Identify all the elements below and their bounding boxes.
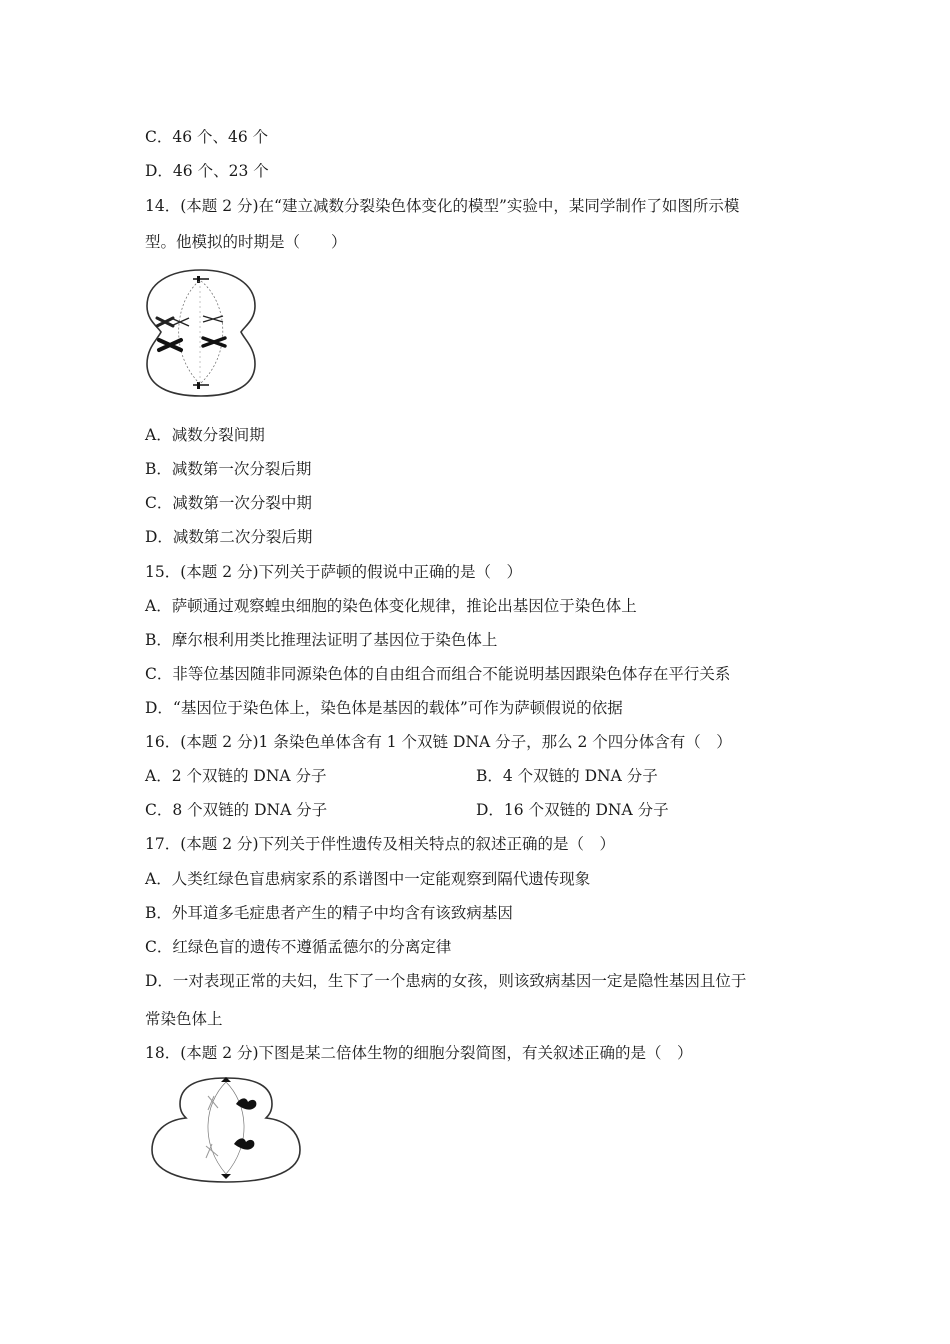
q16-option-c[interactable]: C．8 个双链的 DNA 分子	[145, 801, 328, 819]
q18-stem: 18．(本题 2 分)下图是某二倍体生物的细胞分裂简图，有关叙述正确的是（ ）	[145, 1044, 693, 1062]
q14-option-a[interactable]: A．减数分裂间期	[145, 426, 265, 444]
q15-option-b[interactable]: B．摩尔根利用类比推理法证明了基因位于染色体上	[145, 631, 498, 649]
q16-option-d[interactable]: D．16 个双链的 DNA 分子	[476, 801, 669, 819]
q18-cell-division-figure	[148, 1074, 304, 1186]
q17-option-c[interactable]: C．红绿色盲的遗传不遵循孟德尔的分离定律	[145, 938, 452, 956]
q14-cell-division-figure	[141, 262, 261, 402]
q13-option-d[interactable]: D．46 个、23 个	[145, 162, 269, 180]
q17-option-d-line1[interactable]: D．一对表现正常的夫妇，生下了一个患病的女孩，则该致病基因一定是隐性基因且位于	[145, 972, 747, 990]
q13-option-c[interactable]: C．46 个、46 个	[145, 128, 269, 146]
q17-option-b[interactable]: B．外耳道多毛症患者产生的精子中均含有该致病基因	[145, 904, 513, 922]
q14-option-d[interactable]: D．减数第二次分裂后期	[145, 528, 313, 546]
q16-option-b[interactable]: B．4 个双链的 DNA 分子	[476, 767, 658, 785]
q14-stem-line2: 型。他模拟的时期是（ ）	[145, 233, 347, 251]
q16-stem: 16．(本题 2 分)1 条染色单体含有 1 个双链 DNA 分子，那么 2 个四分体含有（ ）	[145, 733, 732, 751]
q15-option-d[interactable]: D．“基因位于染色体上，染色体是基因的载体”可作为萨顿假说的依据	[145, 699, 623, 717]
q17-option-d-line2[interactable]: 常染色体上	[145, 1010, 223, 1028]
q17-stem: 17．(本题 2 分)下列关于伴性遗传及相关特点的叙述正确的是（ ）	[145, 835, 616, 853]
q14-option-c[interactable]: C．减数第一次分裂中期	[145, 494, 312, 512]
q16-option-a[interactable]: A．2 个双链的 DNA 分子	[145, 767, 327, 785]
q15-stem: 15．(本题 2 分)下列关于萨顿的假说中正确的是（ ）	[145, 563, 523, 581]
q15-option-c[interactable]: C．非等位基因随非同源染色体的自由组合而组合不能说明基因跟染色体存在平行关系	[145, 665, 731, 683]
q14-option-b[interactable]: B．减数第一次分裂后期	[145, 460, 312, 478]
q14-stem-line1: 14．(本题 2 分)在“建立减数分裂染色体变化的模型”实验中，某同学制作了如图所示模	[145, 197, 740, 215]
q17-option-a[interactable]: A．人类红绿色盲患病家系的系谱图中一定能观察到隔代遗传现象	[145, 870, 591, 888]
q15-option-a[interactable]: A．萨顿通过观察蝗虫细胞的染色体变化规律，推论出基因位于染色体上	[145, 597, 637, 615]
